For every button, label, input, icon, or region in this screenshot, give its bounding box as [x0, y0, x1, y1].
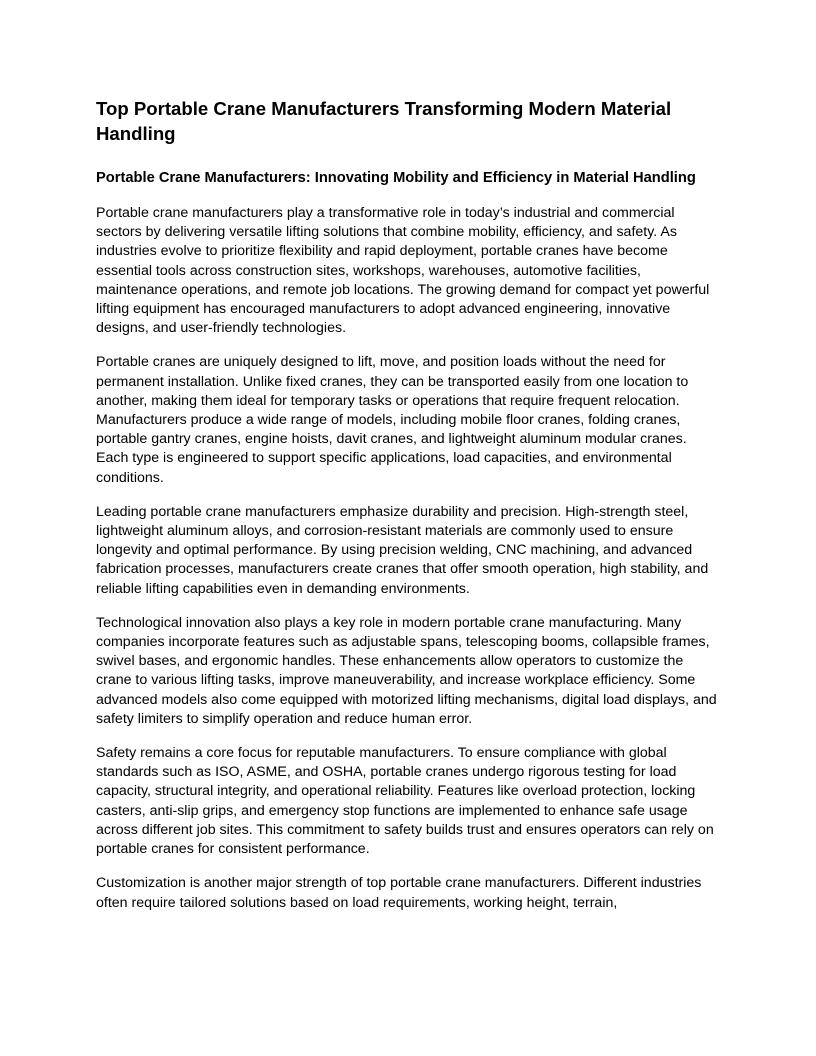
body-paragraph: Portable cranes are uniquely designed to lift, move, and position loads without the need for permanent installation. Unlike fixed cranes, they can be transported easily from one location to another, making them ideal for temporary tasks or operations that require frequent relocation. Manufacturers produce a wide range of models, including mobile floor cranes, folding cranes, portable gantry cranes, engine hoists, davit cranes, and lightweight aluminum modular cranes. Each type is engineered to support specific applications, load capacities, and environmental conditions.	[96, 354, 689, 486]
section-heading: Portable Crane Manufacturers: Innovating Mobility and Efficiency in Material Handling	[96, 170, 696, 186]
body-paragraph: Technological innovation also plays a key role in modern portable crane manufacturing. Many companies incorporate features such as adjustable spans, telescoping booms, collapsible frames, swivel bases, and ergonomic handles. These enhancements allow operators to customize the crane to various lifting tasks, improve maneuverability, and increase workplace efficiency. Some advanced models also come equipped with motorized lifting mechanisms, digital load displays, and safety limiters to simplify operation and reduce human error.	[96, 614, 717, 727]
document-page	[96, 96, 722, 928]
document-title: Top Portable Crane Manufacturers Transforming Modern Material Handling	[96, 98, 672, 144]
body-paragraph: Portable crane manufacturers play a transformative role in today’s industrial and commercial sectors by delivering versatile lifting solutions that combine mobility, efficiency, and safety. As industries evolve to prioritize flexibility and rapid deployment, portable cranes have become essential tools across construction sites, workshops, warehouses, automotive facilities, maintenance operations, and remote job locations. The growing demand for compact yet powerful lifting equipment has encouraged manufacturers to adopt advanced engineering, innovative designs, and user-friendly technologies.	[96, 205, 710, 337]
body-paragraph: Leading portable crane manufacturers emphasize durability and precision. High-strength steel, lightweight aluminum alloys, and corrosion-resistant materials are commonly used to ensure longevity and optimal performance. By using precision welding, CNC machining, and advanced fabrication processes, manufacturers create cranes that offer smooth operation, high stability, and reliable lifting capabilities even in demanding environments.	[96, 503, 709, 597]
body-paragraph: Safety remains a core focus for reputable manufacturers. To ensure compliance with global standards such as ISO, ASME, and OSHA, portable cranes undergo rigorous testing for load capacity, structural integrity, and operational reliability. Features like overload protection, locking casters, anti-slip grips, and emergency stop functions are implemented to enhance safe usage across different job sites. This commitment to safety builds trust and ensures operators can rely on portable cranes for consistent performance.	[96, 745, 714, 858]
body-paragraph: Customization is another major strength of top portable crane manufacturers. Different industries often require tailored solutions based on load requirements, working height, terrain,	[96, 875, 702, 911]
